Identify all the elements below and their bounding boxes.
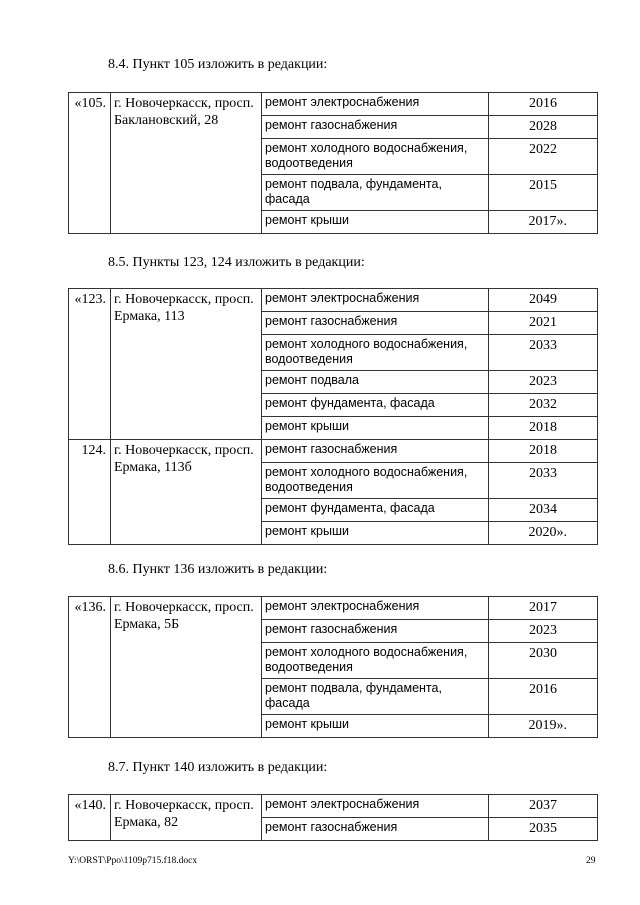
work-type: ремонт газоснабжения bbox=[262, 116, 489, 139]
work-type: ремонт фундамента, фасада bbox=[262, 394, 489, 417]
item-address: г. Новочеркасск, просп. Ермака, 113б bbox=[111, 440, 262, 545]
work-type: ремонт подвала, фундамента, фасада bbox=[262, 679, 489, 715]
year: 2018 bbox=[489, 440, 598, 463]
year: 2032 bbox=[489, 394, 598, 417]
work-type: ремонт подвала, фундамента, фасада bbox=[262, 175, 489, 211]
work-type: ремонт электроснабжения bbox=[262, 597, 489, 620]
item-number: «105. bbox=[69, 93, 111, 234]
item-address: г. Новочеркасск, просп. Баклановский, 28 bbox=[111, 93, 262, 234]
table-items-123-124 bbox=[68, 288, 598, 545]
year: 2028 bbox=[489, 116, 598, 139]
work-type: ремонт газоснабжения bbox=[262, 440, 489, 463]
year: 2023 bbox=[489, 371, 598, 394]
item-number: «123. bbox=[69, 289, 111, 440]
section-heading-8-7: 8.7. Пункт 140 изложить в редакции: bbox=[108, 760, 328, 775]
year: 2023 bbox=[489, 620, 598, 643]
work-type: ремонт электроснабжения bbox=[262, 93, 489, 116]
work-type: ремонт крыши bbox=[262, 522, 489, 545]
item-address: г. Новочеркасск, просп. Ермака, 113 bbox=[111, 289, 262, 440]
year: 2037 bbox=[489, 795, 598, 818]
year: 2049 bbox=[489, 289, 598, 312]
year: 2030 bbox=[489, 643, 598, 679]
table-row bbox=[69, 289, 598, 312]
work-type: ремонт холодного водоснабжения, водоотведения bbox=[262, 335, 489, 371]
item-number: «136. bbox=[69, 597, 111, 738]
section-heading-8-5: 8.5. Пункты 123, 124 изложить в редакции: bbox=[108, 255, 365, 270]
table-item-140 bbox=[68, 794, 598, 841]
work-type: ремонт холодного водоснабжения, водоотведения bbox=[262, 139, 489, 175]
year: 2015 bbox=[489, 175, 598, 211]
year: 2018 bbox=[489, 417, 598, 440]
section-heading-8-6: 8.6. Пункт 136 изложить в редакции: bbox=[108, 562, 328, 577]
work-type: ремонт подвала bbox=[262, 371, 489, 394]
year: 2021 bbox=[489, 312, 598, 335]
work-type: ремонт газоснабжения bbox=[262, 312, 489, 335]
year: 2034 bbox=[489, 499, 598, 522]
work-type: ремонт холодного водоснабжения, водоотведения bbox=[262, 643, 489, 679]
table-row bbox=[69, 597, 598, 620]
work-type: ремонт крыши bbox=[262, 417, 489, 440]
item-number: «140. bbox=[69, 795, 111, 841]
year: 2016 bbox=[489, 679, 598, 715]
item-address: г. Новочеркасск, просп. Ермака, 82 bbox=[111, 795, 262, 841]
work-type: ремонт фундамента, фасада bbox=[262, 499, 489, 522]
work-type: ремонт газоснабжения bbox=[262, 818, 489, 841]
year: 2017». bbox=[489, 211, 598, 234]
work-type: ремонт электроснабжения bbox=[262, 289, 489, 312]
year: 2017 bbox=[489, 597, 598, 620]
item-address: г. Новочеркасск, просп. Ермака, 5Б bbox=[111, 597, 262, 738]
work-type: ремонт крыши bbox=[262, 211, 489, 234]
table-row bbox=[69, 440, 598, 463]
work-type: ремонт холодного водоснабжения, водоотведения bbox=[262, 463, 489, 499]
year: 2035 bbox=[489, 818, 598, 841]
table-row bbox=[69, 795, 598, 818]
year: 2020». bbox=[489, 522, 598, 545]
year: 2016 bbox=[489, 93, 598, 116]
section-heading-8-4: 8.4. Пункт 105 изложить в редакции: bbox=[108, 57, 328, 72]
year: 2033 bbox=[489, 335, 598, 371]
item-number: 124. bbox=[69, 440, 111, 545]
table-row bbox=[69, 93, 598, 116]
year: 2019». bbox=[489, 715, 598, 738]
footer-file-path: Y:\ORST\Ppo\1109p715.f18.docx bbox=[68, 856, 198, 866]
table-item-136 bbox=[68, 596, 598, 738]
year: 2022 bbox=[489, 139, 598, 175]
footer-page-number: 29 bbox=[586, 856, 596, 866]
work-type: ремонт электроснабжения bbox=[262, 795, 489, 818]
table-item-105 bbox=[68, 92, 598, 234]
work-type: ремонт газоснабжения bbox=[262, 620, 489, 643]
work-type: ремонт крыши bbox=[262, 715, 489, 738]
year: 2033 bbox=[489, 463, 598, 499]
